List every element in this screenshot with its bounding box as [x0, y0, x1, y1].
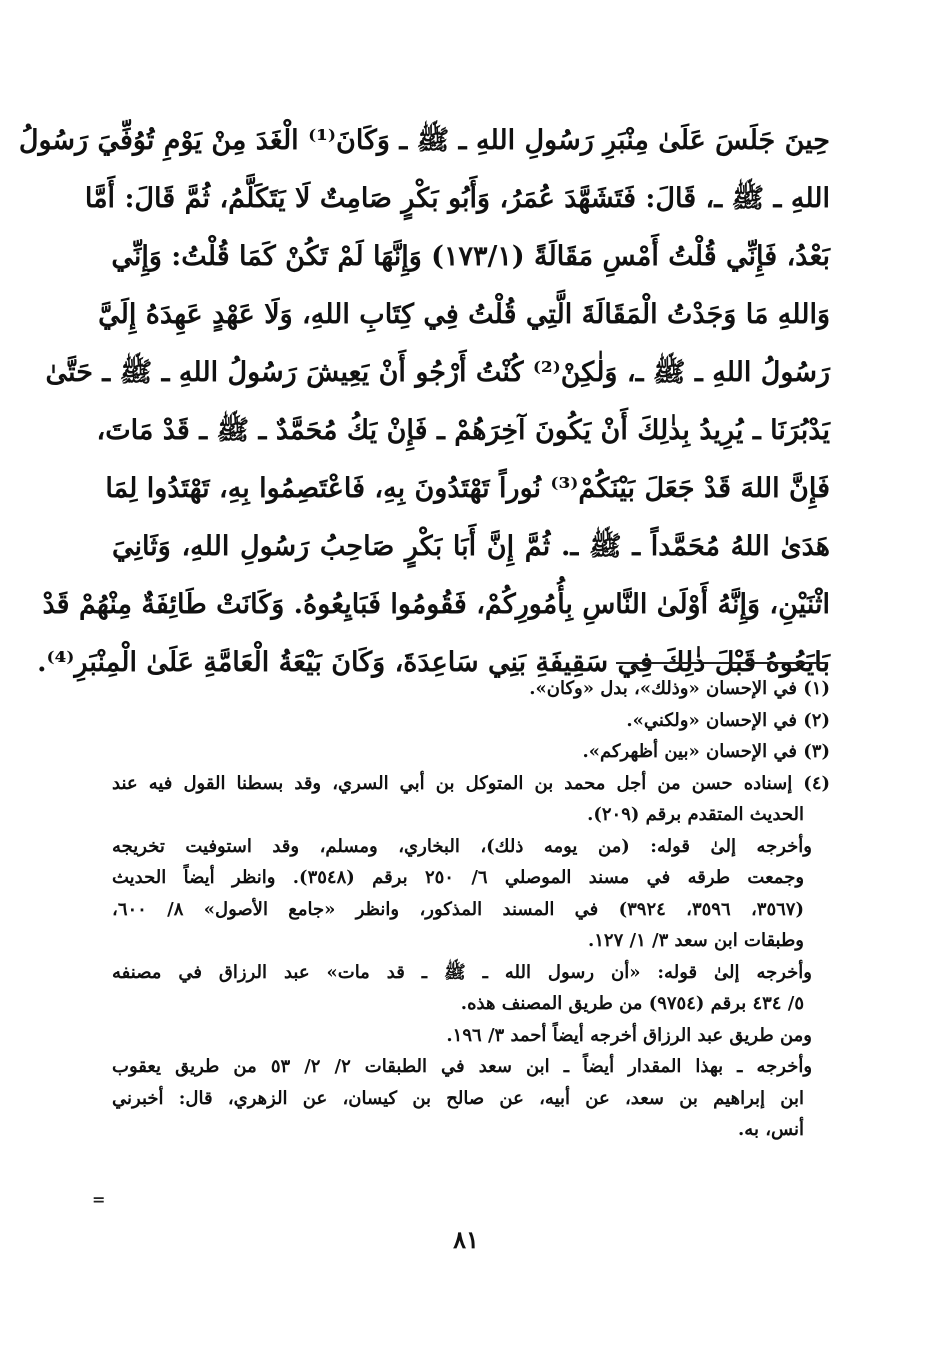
- main-text-line: وَاللهِ مَا وَجَدْتُ الْمَقَالَةَ الَّتِي قُلْتُ فِي كِتَابِ اللهِ، وَلَا عَهْدٍ عَهِدَهُ إِلَيَّ: [98, 299, 830, 330]
- footnote-line: وطبقات ابن سعد ٣/ ١/ ١٢٧.: [587, 930, 804, 951]
- footnote-line: وأخرجه إلىٰ قوله: «أن رسول الله ـ ﷺ ـ قد مات» عبد الرزاق في مصنفه: [112, 961, 812, 983]
- main-text-line: اثْنَيْنِ، وَإِنَّهُ أَوْلَىٰ النَّاسِ بِأُمُورِكُمْ، فَقُومُوا فَبَايِعُوهُ. وَكَانَتْ طَائِفَةٌ مِنْهُمْ قَدْ: [42, 589, 830, 620]
- main-text-line: بَايَعُوهُ قَبْلَ ذٰلِكَ فِي سَقِيفَةِ بَنِي سَاعِدَةَ، وَكَانَ بَيْعَةُ الْعَامَّةِ عَلَىٰ الْمِنْبَرِ⁽⁴⁾.: [37, 647, 830, 678]
- page-number: ٨١: [453, 1225, 479, 1254]
- footnote-line: (٢) في الإحسان «ولكني».: [626, 709, 830, 731]
- footnote-line: ٥/ ٤٣٤ برقم (٩٧٥٤) من طريق المصنف هذه.: [460, 993, 804, 1014]
- main-text-line: بَعْدُ، فَإِنِّي قُلْتُ أَمْسِ مَقَالَةً (١٧٣/١) وَإِنَّهَا لَمْ تَكُنْ كَمَا قُلْتُ: وَإِنِّي: [111, 241, 830, 272]
- footnote-separator: [616, 662, 828, 664]
- main-text-line: يَدْبُرَنَا ـ يُرِيدُ بِذٰلِكَ أَنْ يَكُونَ آخِرَهُمْ ـ فَإِنْ يَكُ مُحَمَّدٌ ـ ﷺ ـ قَدْ مَاتَ،: [96, 415, 830, 446]
- footnote-line: (٣) في الإحسان «بين أظهركم».: [582, 741, 830, 762]
- footnote-line: وجمعت طرقه في مسند الموصلي ٦/ ٢٥٠ برقم (٣٥٤٨). وانظر أيضاً الحديث: [112, 867, 805, 888]
- footnote-line: (٣٥٦٧، ٣٥٩٦، ٣٩٢٤) في المسند المذكور، وانظر «جامع الأصول» ٨/ ٦٠٠،: [112, 898, 804, 920]
- footnotes-block: [112, 673, 830, 1146]
- margin-mark: =: [92, 1190, 106, 1209]
- main-text-line: رَسُولُ اللهِ ـ ﷺ ـ، وَلٰكِنْ⁽²⁾ كُنْتُ أَرْجُو أَنْ يَعِيشَ رَسُولُ اللهِ ـ ﷺ ـ حَتَّىٰ: [45, 357, 830, 388]
- main-text-line: هَدَىٰ اللهُ مُحَمَّداً ـ ﷺ ـ. ثُمَّ إِنَّ أَبَا بَكْرٍ صَاحِبُ رَسُولِ اللهِ، وَثَانِيَ: [112, 531, 830, 562]
- footnote-line: وأخرجه ـ بهذا المقدار أيضاً ـ ابن سعد في الطبقات ٢/ ٢/ ٥٣ من طريق يعقوب: [112, 1056, 813, 1077]
- footnote-line: أنس، به.: [738, 1119, 804, 1140]
- footnote-line: الحديث المتقدم برقم (٢٠٩).: [587, 804, 804, 825]
- footnote-line: ابن إبراهيم بن سعد، عن أبيه، عن صالح بن كيسان، عن الزهري، قال: أخبرني: [112, 1087, 804, 1109]
- footnote-line: ومن طريق عبد الرزاق أخرجه أيضاً أحمد ٣/ ١٩٦.: [446, 1024, 812, 1046]
- main-text-line: حِينَ جَلَسَ عَلَىٰ مِنْبَرِ رَسُولِ اللهِ ـ ﷺ ـ وَكَانَ⁽¹⁾ الْغَدَ مِنْ يَوْمِ تُوُفِّيَ رَسُولُ: [18, 125, 830, 156]
- footnote-line: وأخرجه إلىٰ قوله: (من يومه ذلك)، البخاري، ومسلم، وقد استوفيت تخريجه: [112, 835, 812, 857]
- main-text-line: اللهِ ـ ﷺ ـ، قَالَ: فَتَشَهَّدَ عُمَرُ، وَأَبُو بَكْرٍ صَامِتٌ لَا يَتَكَلَّمُ، ثُمَّ قَالَ: أَمَّا: [84, 183, 830, 214]
- footnote-line: (١) في الإحسان «وذلك»، بدل «وكان».: [529, 678, 830, 699]
- main-text-block: [18, 112, 830, 692]
- footnote-line: (٤) إسناده حسن من أجل محمد بن المتوكل بن أبي السري، وقد بسطنا القول فيه عند: [112, 772, 831, 794]
- main-text-line: فَإِنَّ اللهَ قَدْ جَعَلَ بَيْنَكُمْ⁽³⁾ نُوراً تَهْتَدُونَ بِهِ، فَاعْتَصِمُوا بِهِ، تَهْتَدُوا لِمَا: [105, 473, 830, 504]
